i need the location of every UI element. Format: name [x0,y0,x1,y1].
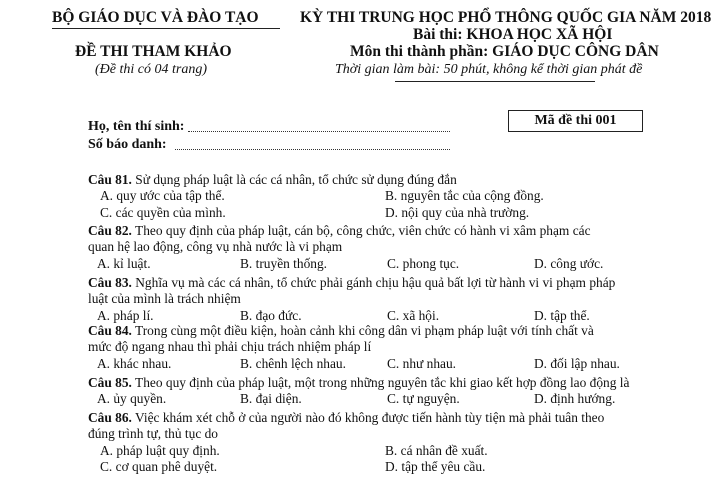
question-text: Theo quy định của pháp luật, một trong những nguyên tắc khi giao kết hợp đồng lao động là [135,375,630,390]
question-text: Theo quy định của pháp luật, cán bộ, công chức, viên chức có hành vi xâm phạm các [135,223,591,238]
exam-subject: Bài thi: KHOA HỌC XÃ HỘI [413,26,613,43]
question-number: Câu 86. [88,410,132,425]
answer-option[interactable]: C. xã hội. [387,307,440,323]
question-number: Câu 84. [88,323,132,338]
question-stem-continued [88,426,218,442]
candidate-name-line [188,131,450,132]
question-stem [88,223,591,239]
question-text: mức độ ngang nhau thì phải chịu trách nhiệm pháp lí [88,339,372,355]
candidate-id-line [175,149,450,150]
question-number: Câu 81. [88,172,132,187]
answer-option[interactable]: A. pháp luật quy định. [100,442,220,458]
answer-option[interactable]: A. ủy quyền. [97,391,167,407]
answer-option[interactable]: C. như nhau. [387,355,456,371]
answer-option[interactable]: D. định hướng. [534,391,616,407]
question-stem [88,275,615,291]
answer-option[interactable]: A. kỉ luật. [97,255,151,271]
answer-option[interactable]: B. nguyên tắc của cộng đồng. [385,188,544,204]
answer-option[interactable]: D. tập thể yêu cầu. [385,458,486,474]
question-stem [88,323,594,339]
component-subject: Môn thi thành phần: GIÁO DỤC CÔNG DÂN [350,43,659,60]
answer-option[interactable]: B. chênh lệch nhau. [240,355,346,371]
candidate-id-label: Số báo danh: [88,137,167,152]
exam-title: KỲ THI TRUNG HỌC PHỔ THÔNG QUỐC GIA NĂM 2018 [300,9,712,26]
question-stem-continued [88,291,241,307]
question-stem [88,375,629,391]
answer-option[interactable]: C. tự nguyện. [387,391,460,407]
answer-option[interactable]: A. pháp lí. [97,307,154,323]
answer-option[interactable]: B. truyền thống. [240,255,328,271]
answer-option[interactable]: B. cá nhân đề xuất. [385,442,488,458]
page-count: (Đề thi có 04 trang) [95,62,207,77]
ministry-name: BỘ GIÁO DỤC VÀ ĐÀO TẠO [52,9,259,26]
question-text: Trong cùng một điều kiện, hoàn cảnh khi công dân vi phạm pháp luật với tính chất và [135,323,594,338]
question-number: Câu 85. [88,375,132,390]
answer-option[interactable]: D. công ước. [534,255,604,271]
question-text: luật của mình là trách nhiệm [88,291,241,307]
duration-underline [395,81,595,82]
answer-option[interactable]: C. cơ quan phê duyệt. [100,458,218,474]
question-text: quan hệ lao động, công vụ nhà nước là vi phạm [88,239,343,255]
question-text: Việc khám xét chỗ ở của người nào đó không được tiến hành tùy tiện mà phải tuân theo [135,410,605,425]
candidate-name-label: Họ, tên thí sinh: [88,119,185,134]
question-stem-continued [88,239,342,255]
question-stem-continued [88,339,371,355]
question-stem [88,410,604,426]
reference-title: ĐỀ THI THAM KHẢO [75,43,232,60]
question-text: đúng trình tự, thủ tục do [88,426,218,442]
answer-option[interactable]: B. đạo đức. [240,307,302,323]
answer-option[interactable]: C. các quyền của mình. [100,204,226,220]
question-stem [88,172,457,188]
question-text: Nghĩa vụ mà các cá nhân, tổ chức phải gánh chịu hậu quả bất lợi từ hành vi vi phạm pháp [135,275,616,290]
exam-code-box: Mã đề thi 001 [508,110,643,132]
answer-option[interactable]: A. khác nhau. [97,355,172,371]
ministry-underline [52,28,280,29]
answer-option[interactable]: D. nội quy của nhà trường. [385,204,530,220]
question-number: Câu 82. [88,223,132,238]
question-number: Câu 83. [88,275,132,290]
answer-option[interactable]: B. đại diện. [240,391,302,407]
question-text: Sử dụng pháp luật là các cá nhân, tổ chức sử dụng đúng đắn [135,172,457,187]
answer-option[interactable]: D. đối lập nhau. [534,355,620,371]
answer-option[interactable]: C. phong tục. [387,255,460,271]
duration: Thời gian làm bài: 50 phút, không kể thời gian phát đề [335,62,643,77]
answer-option[interactable]: A. quy ước của tập thể. [100,188,225,204]
answer-option[interactable]: D. tập thể. [534,307,590,323]
